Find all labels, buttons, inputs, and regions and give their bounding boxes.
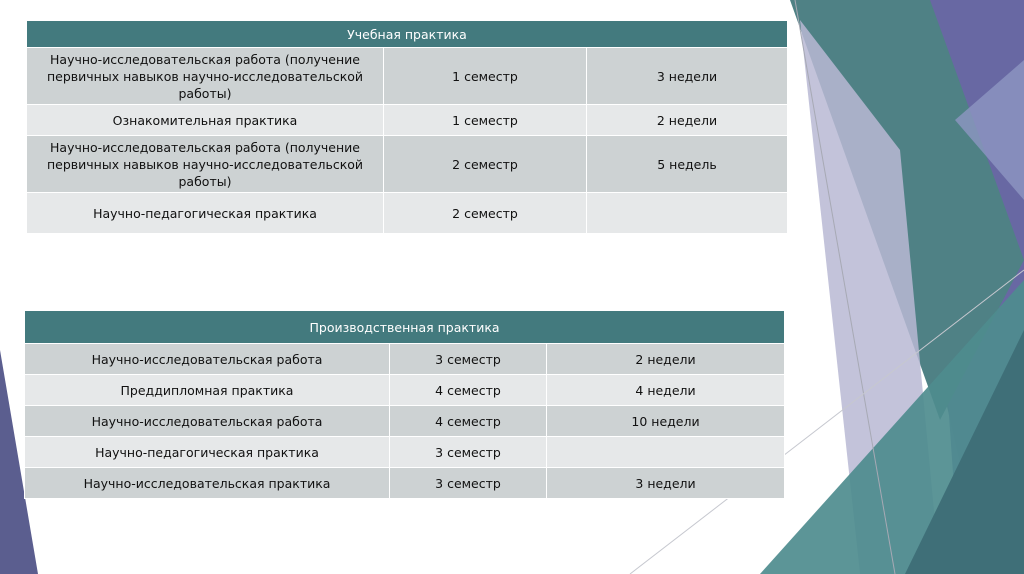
duration-cell: 2 недели	[547, 344, 785, 375]
practice-name-cell: Научно-исследовательская работа (получение первичных навыков научно-исследовательской работы)	[27, 136, 384, 193]
table-row	[25, 437, 785, 468]
semester-cell: 1 семестр	[384, 48, 587, 105]
practice-name-cell: Научно-исследовательская практика	[25, 468, 390, 499]
table-row	[25, 406, 785, 437]
practice-name-cell: Научно-исследовательская работа (получение первичных навыков научно-исследовательской работы)	[27, 48, 384, 105]
practice-name-cell: Преддипломная практика	[25, 375, 390, 406]
table-row	[25, 468, 785, 499]
semester-cell: 1 семестр	[384, 105, 587, 136]
table-row	[27, 48, 788, 105]
table-row	[27, 193, 788, 234]
semester-cell: 2 семестр	[384, 193, 587, 234]
practice-name-cell: Ознакомительная практика	[27, 105, 384, 136]
semester-cell: 4 семестр	[390, 406, 547, 437]
table-title: Производственная практика	[25, 311, 785, 344]
table-title: Учебная практика	[27, 21, 788, 48]
production-practice-table	[24, 310, 785, 499]
duration-cell: 5 недель	[587, 136, 788, 193]
semester-cell: 3 семестр	[390, 437, 547, 468]
semester-cell: 3 семестр	[390, 344, 547, 375]
duration-cell	[587, 193, 788, 234]
semester-cell: 4 семестр	[390, 375, 547, 406]
practice-name-cell: Научно-педагогическая практика	[27, 193, 384, 234]
practice-name-cell: Научно-исследовательская работа	[25, 406, 390, 437]
table-row	[27, 136, 788, 193]
table-header-row	[25, 311, 785, 344]
practice-name-cell: Научно-исследовательская работа	[25, 344, 390, 375]
duration-cell: 3 недели	[587, 48, 788, 105]
semester-cell: 3 семестр	[390, 468, 547, 499]
educational-practice-table	[26, 20, 788, 234]
table-header-row	[27, 21, 788, 48]
duration-cell: 3 недели	[547, 468, 785, 499]
duration-cell	[547, 437, 785, 468]
table-row	[25, 375, 785, 406]
duration-cell: 10 недели	[547, 406, 785, 437]
duration-cell: 4 недели	[547, 375, 785, 406]
semester-cell: 2 семестр	[384, 136, 587, 193]
table-row	[25, 344, 785, 375]
table-row	[27, 105, 788, 136]
duration-cell: 2 недели	[587, 105, 788, 136]
practice-name-cell: Научно-педагогическая практика	[25, 437, 390, 468]
